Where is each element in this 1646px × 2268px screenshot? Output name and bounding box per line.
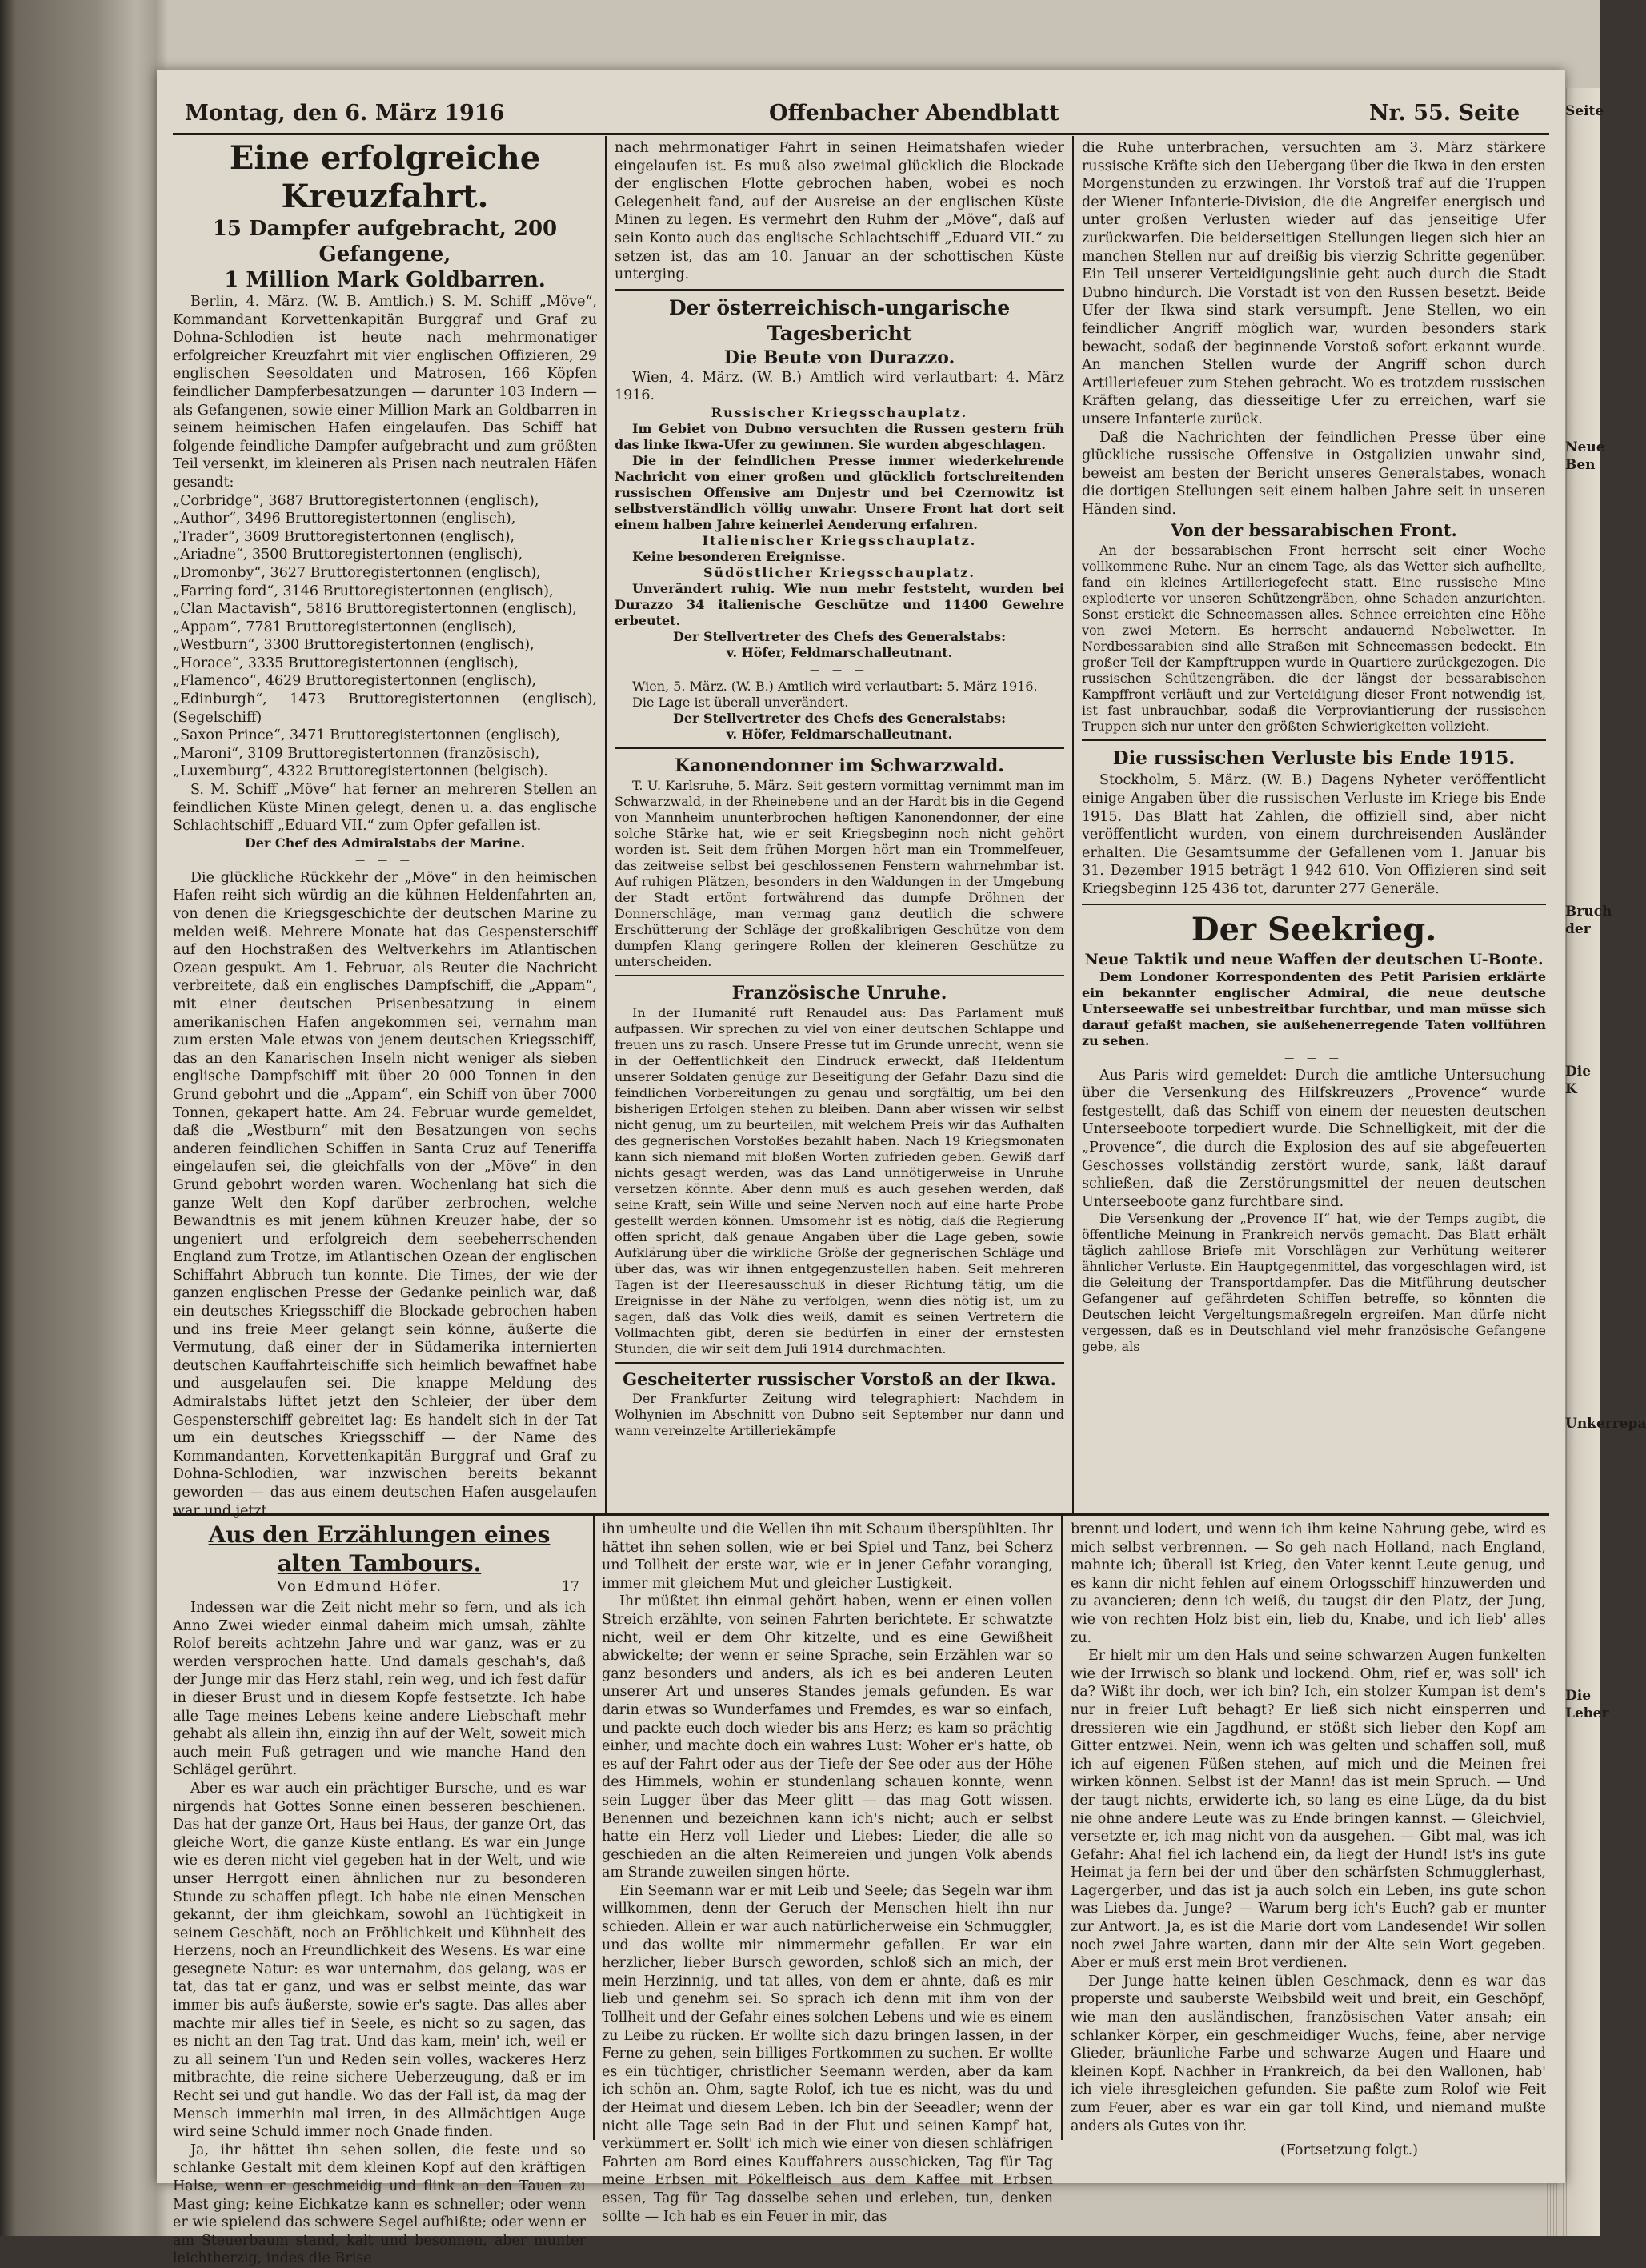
list-item: „Clan Mactavish“, 5816 Bruttoregistertonnen (englisch),: [173, 601, 577, 618]
article-paragraph: nach mehrmonatiger Fahrt in seinen Heimatshafen wieder eingelaufen ist. Es muß also zweimal glücklich die Blockade der englischen Flotte gebrochen haben, wobei es noch Gelegenheit fand, auf der Ausreise an der englischen Küste Minen zu legen. Es vermehrt den Ruhm der „Möve“, daß auf sein Konto auch das englische Schlachtschiff „Eduard VII.“ zu setzen ist, das am 10. Januar an der schottischen Küste unterging.: [615, 140, 1064, 283]
adjacent-page-fragment: Neue Ben: [1565, 439, 1605, 473]
article-subtitle: 15 Dampfer aufgebracht, 200 Gefangene,: [212, 217, 558, 266]
list-item: „Horace“, 3335 Bruttoregistertonnen (englisch),: [173, 655, 519, 671]
list-item: „Luxemburg“, 4322 Bruttoregistertonnen (belgisch).: [173, 763, 548, 780]
header-rule: [173, 133, 1549, 135]
page-header: [185, 101, 1529, 136]
article-paragraph: Die in der feindlichen Presse immer wiederkehrende Nachricht von einer großen und glücklich fortschreitenden russischen Offensive am Dnjestr und bei Czernowitz ist selbstverständlich völlig unwahr. Unsere Front hat dort seit einem halben Jahre keinerlei Aenderung erfahren.: [615, 452, 1064, 532]
article-title: Die russischen Verluste bis Ende 1915.: [1112, 747, 1516, 770]
article-paragraph: Berlin, 4. März. (W. B. Amtlich.) S. M. Schiff „Möve“, Kommandant Korvettenkapitän Burggraf und Graf zu Dohna-Schlodien ist heute nach mehrmonatiger erfolgreicher Kreuzfahrt mit vier englischen Offizieren, 29 englischen Seesoldaten und Matrosen, 166 Köpfen feindlicher Dampferbesatzungen — darunter 103 Indern — als Gefangenen, sowie einer Million Mark an Goldbarren in seinem heimischen Hafen eingelaufen. Das Schiff hat folgende feindliche Dampfer aufgebracht und zum größten Teil versenkt, im kleineren als Prisen nach neutralen Häfen gesandt:: [173, 294, 597, 491]
article-paragraph: Wien, 5. März. (W. B.) Amtlich wird verlautbart: 5. März 1916.: [632, 678, 1038, 694]
article-paragraph: Die glückliche Rückkehr der „Möve“ in den heimischen Hafen reiht sich würdig an die kühnen Heldenfahrten an, von denen die Kriegsgeschichte der deutschen Marine zu melden weiß. Mehrere Monate hat das Gespensterschiff auf den Hochstraßen des Weltverkehrs im Atlantischen Ozean gespukt. Am 1. Februar, als Reuter die Nachricht verbreitete, daß ein englisches Dampfschiff, die „Appam“, mit einer deutschen Prisenbesatzung in einem amerikanischen Hafen angekommen sei, vernahm man zum ersten Male etwas von jenem deutschen Kriegsschiff, das an den Kanarischen Inseln nicht weniger als sieben englische Dampfschiff mit über 20 000 Tonnen in den Grund gebohrt und die „Appam“, ein Schiff von über 7000 Tonnen, gekapert hatte. Am 24. Februar wurde gemeldet, daß die „Westburn“ mit den Besatzungen von sechs anderen feindlichen Schiffen in Santa Cruz auf Teneriffa eingelaufen sei, die gleichfalls von der „Möve“ in den Grund gebohrt worden waren. Wochenlang hat sich die ganze Welt den Kopf darüber zerbrochen, welche Bewandtnis es mit jenem kühnen Kreuzer habe, der so ungeniert und erfolgreich dem seebeherrschenden England zum Trotze, im Atlantischen Ozean der englischen Schiffahrt Abbruch tun konnte. Die Times, der wie der ganzen englischen Presse der Gedanke peinlich war, daß ein deutsches Kriegsschiff die Blockade gebrochen haben und ins freie Meer gelangt sein könne, äußerte die Vermutung, daß einer der in Südamerika internierten deutschen Kauffahrteischiffe sich heimlich bewaffnet habe und ausgelaufen sei. Die knappe Meldung des Admiralstabs lüftet jetzt den Schleier, der über dem Gespensterschiff gebreitet lag: Es handelt sich in der Tat um ein deutsches Kriegsschiff — der Name des Kommandanten, Korvettenkapitän Burggraf und Graf zu Dohna-Schlodien, war inzwischen bereits bekannt geworden — das aus einem deutschen Hafen ausgelaufen war und jetzt: [173, 869, 597, 1519]
article-paragraph: In der Humanité ruft Renaudel aus: Das Parlament muß aufpassen. Wir sprechen zu viel von einer deutschen Schlappe und freuen uns zu rasch. Unsere Presse tut im Grunde unrecht, wenn sie in der Oeffentlichkeit den Eindruck erweckt, daß Heldentum unserer Soldaten genüge zur Beseitigung der Gefahr. Dazu sind die feindlichen Vorbereitungen zu genau und sorgfältig, um bei den bisherigen Erfolgen stehen zu bleiben. Dann aber wissen wir selbst nicht genug, um zu beurteilen, mit welchem Preis wir das Aufhalten des gegnerischen Vorstoßes bezahlt haben. Nach 19 Kriegsmonaten kann sich niemand mit bloßen Worten zufrieden geben. Gewiß darf nichts gesagt werden, was das Land unnötigerweise in Unruhe versetzen könnte. Aber denn muß es auch gesehen werden, daß seine Kraft, sein Wille und seine Nerven noch auf eine harte Probe gestellt werden können. Umsomehr ist es nötig, daß die Regierung offen spricht, daß genaue Angaben über die Lage geben, sowie Aufklärung über die wirkliche Größe der gegnerischen Schläge und über das, was wir ihnen entgegenzustellen haben. Seit mehreren Tagen ist der Heeresausschuß in dieser Richtung tätig, um die Ereignisse in der Nähe zu verfolgen, wenn dies nötig ist, um zu sagen, daß das Volk dies weiß, damit es seinen Vertretern die Vollmachten gibt, deren sie bedürfen in einer der ernstesten Stunden, die wir seit dem Juli 1914 durchmachten.: [615, 1004, 1064, 1356]
section-heading: Südöstlicher Kriegsschauplatz.: [703, 564, 975, 580]
list-item: „Saxon Prince“, 3471 Bruttoregistertonnen (englisch),: [173, 727, 561, 744]
article-paragraph: Indessen war die Zeit nicht mehr so fern, und als ich Anno Zwei wieder einmal daheim mich umsah, zählte Rolof bereits achtzehn Jahre und war ganz, was er zu werden versprochen hatte. Und damals geschah's, daß der Junge mir das Herz stahl, rein weg, und ich fest dafür in dieser Brust und in diesem Kopfe festsetzte. Ich habe alle Tage meines Lebens keine andere Liebschaft mehr gehabt als allein ihn, einzig ihn auf der Welt, soweit mich auch mein Fuß getragen und wie manche Hand den Schlägel gerührt.: [173, 1600, 586, 1779]
article-rule: [1082, 904, 1546, 905]
adjacent-page-fragment: Unkerrepa: [1565, 1416, 1646, 1432]
article-title: Eine erfolgreiche Kreuzfahrt.: [229, 139, 541, 215]
article-subtitle: 1 Million Mark Goldbarren.: [224, 268, 546, 292]
article-paragraph: Der Frankfurter Zeitung wird telegraphiert: Nachdem in Wolhynien im Abschnitt von Dubno seit September nur dann und wann vereinzelte Artilleriekämpfe: [615, 1390, 1064, 1438]
list-item: „Flamenco“, 4629 Bruttoregistertonnen (englisch),: [173, 673, 536, 690]
article-paragraph: Er hielt mir um den Hals und seine schwarzen Augen funkelten wie der Irrwisch so blank und lockend. Ohm, rief er, was soll' ich da? Wißt ihr doch, wer ich bin? Ich, ein stolzer Kumpan ist dem's nur in freier Luft behagt? Er ließ sich nicht einsperren und dressieren wie ein Jagdhund, er stößt sich lieber den Kopf am Gitter entzwei. Nein, wenn ich was gelten und schaffen soll, muß ich auf eigenen Füßen stehen, auf mich und die Meinen frei wirken können. Selbst ist der Mann! das ist mein Spruch. — Und der taugt nichts, erwiderte ich, so lang es eine Lüge, da du bist nie ohne andere Leute was zu Ende bringen kannst. — Gleichviel, versetzte er, ich mag nicht von da ausgehen. — Gibt mal, was ich Gefahr: Aha! fiel ich lachend ein, da liegt der Hund! Ist's ins gute Heimat ja fern bei der und über den schärfsten Schmugglerhast, Lagergerber, und das ist ja auch solch ein Leben, ins gute schon was Liebes da. Junge? — Warum berg ich's Euch? gab er munter zur Antwort. Ja, es ist die Marie dort vom Landesende! Wir sollen noch zwei Jahre warten, dann mir der Alte sein Wort gegeben. Aber er muß erst mein Brot verdienen.: [1071, 1648, 1546, 1972]
list-item: „Author“, 3496 Bruttoregistertonnen (englisch),: [173, 511, 516, 527]
article-rule: [615, 289, 1064, 291]
adjacent-page-fragment: Seite: [1565, 103, 1604, 119]
column-rule: [605, 136, 607, 1513]
serial-title: Aus den Erzählungen eines alten Tambours.: [208, 1521, 551, 1577]
article-paragraph: Die Lage ist überall unverändert.: [632, 694, 849, 710]
serial-column-1: [173, 1521, 586, 2267]
list-item: „Appam“, 7781 Bruttoregistertonnen (englisch),: [173, 619, 517, 635]
newspaper-page: [157, 70, 1646, 2267]
article-rule: [1082, 739, 1546, 741]
adjacent-page-strip: [1567, 88, 1600, 2236]
article-title: Kanonendonner im Schwarzwald.: [675, 755, 1004, 776]
header-paper-name: Offenbacher Abendblatt: [769, 101, 1059, 126]
article-title: Gescheiterter russischer Vorstoß an der Ikwa.: [623, 1368, 1056, 1389]
article-paragraph: Im Gebiet von Dubno versuchten die Russen gestern früh das linke Ikwa-Ufer zu gewinnen. Sie wurden abgeschlagen.: [615, 420, 1064, 452]
signature: v. Höfer, Feldmarschalleutnant.: [726, 726, 953, 742]
article-title: Von der bessarabischen Front.: [1171, 520, 1457, 541]
article-paragraph: Keine besonderen Ereignisse.: [632, 548, 846, 564]
list-item: „Maroni“, 3109 Bruttoregistertonnen (französisch),: [173, 745, 540, 762]
serial-column-3: [1071, 1521, 1546, 2177]
article-paragraph: Die Versenkung der „Provence II“ hat, wie der Temps zugibt, die öffentliche Meinung in Frankreich nervös gemacht. Das Blatt erhält täglich zahllose Briefe mit Vorschlägen zur Verhütung weiterer ähnlicher Verluste. Ein Hauptgegenmittel, das vorgeschlagen wird, ist die Geleitung der Transportdampfer. Das die Mitführung deutscher Gefangener auf gefährdeten Schiffen betreffe, so könnten die Deutschen leicht Vergeltungsmaßregeln ergreifen. Man dürfe nicht vergessen, daß es in Deutschland viel mehr französische Gefangene gebe, als: [1082, 1211, 1546, 1355]
section-heading: Russischer Kriegsschauplatz.: [711, 404, 968, 420]
list-item: „Dromonby“, 3627 Bruttoregistertonnen (englisch),: [173, 564, 541, 581]
article-paragraph: Wien, 4. März. (W. B.) Amtlich wird verlautbart: 4. März 1916.: [615, 369, 1064, 404]
article-rule: [615, 747, 1064, 749]
column-1: [173, 139, 597, 1519]
article-paragraph: Dem Londoner Korrespondenten des Petit Parisien erklärte ein bekannter englischer Admiral, die neue deutsche Unterseewaffe sei unbestreitbar furchtbar, und man müsse sich darauf gefaßt machen, sie außehenerregende Taten vollführen zu sehen.: [1082, 968, 1546, 1048]
header-issue: Nr. 55. Seite: [1369, 101, 1520, 126]
column-rule: [1061, 1516, 1063, 2140]
article-paragraph: Ein Seemann war er mit Leib und Seele; das Segeln war ihm willkommen, denn der Geruch der Menschen hielt ihn nur schieden. Allein er war auch natürlicherweise ein Schmuggler, und das wollte mir nimmermehr gefallen. Er war ein herzlicher, lieber Bursch geworden, schloß sich an mich, der mein Herzinnig, und tat alles, von dem er ahnte, daß es mir lieb und genehm sei. So sprach ich denn mit ihm von der Tollheit und der Gefahr eines solchen Lebens und wie es einem zu Leibe zu rücken. Er wollte sich dazu bringen lassen, in der Ferne zu gehen, sein billiges Fortkommen zu suchen. Er wollte es ein tüchtiger, christlicher Seemann werden, aber da kam ich schön an. Ohm, sagte Rolof, ich tue es nicht, was du und der Heimat und diesem Leben. Ich bin der Seeadler; wenn der nicht alle Tage sein Bad in der Flut und seinen Kampf hat, verkümmert er. Sollt' ich mich wie einer von diesen schläfrigen Fahrten am Bord eines Kauffahrers ausschicken, Tag für Tag meine Erbsen mit Pökelfleisch aus dem Kaffee mit Erbsen essen, Tag für Tag dasselbe sehen und erleben, tun, denken sollte — Ich hab es ein Feuer in mir, das: [602, 1882, 1053, 2225]
section-heading: Italienischer Kriegsschauplatz.: [702, 532, 977, 548]
continuation-note: (Fortsetzung folgt.): [1280, 2142, 1418, 2159]
column-3: [1082, 139, 1546, 1512]
ship-list: [173, 492, 597, 782]
serial-author: Von Edmund Höfer.: [277, 1579, 443, 1595]
list-item: „Westburn“, 3300 Bruttoregistertonnen (englisch),: [173, 637, 535, 654]
article-rule: [615, 975, 1064, 976]
article-paragraph: Der Junge hatte keinen üblen Geschmack, denn es war das properste und sauberste Weibsbild weit und breit, ein Geschöpf, wie man den ausländischen, französischen Vater ansah; ein schlanker Körper, ein geschmeidiger Wuchs, feine, aber nervige Glieder, bräunliche Farbe und schwarze Augen und Haare und kleinen Kopf. Nachher in Frankreich, da bei den Wallonen, hab' ich viele ihresgleichen gefunden. Sie paßte zum Rolof wie Feit zum Feuer, aber es war ein gar toll Kind, und niemand mußte anders als Gutes von ihr.: [1071, 1973, 1546, 2134]
article-subtitle: Neue Taktik und neue Waffen der deutschen U-Boote.: [1084, 950, 1544, 968]
serial-column-2: [602, 1521, 1053, 2225]
serial-number: 17: [561, 1579, 579, 1595]
list-item: „Corbridge“, 3687 Bruttoregistertonnen (englisch),: [173, 492, 539, 509]
signature: v. Höfer, Feldmarschalleutnant.: [726, 644, 953, 660]
separator: — — —: [355, 854, 415, 866]
article-title: Der österreichisch-ungarische Tagesbericht: [668, 295, 1011, 345]
article-title: Der Seekrieg.: [1191, 910, 1437, 948]
separator: — — —: [810, 663, 869, 675]
article-paragraph: Daß die Nachrichten der feindlichen Presse über eine glückliche russische Offensive in Ostgalizien unwahr sind, beweist am besten der Bericht unseres Generalstabes, wonach die dortigen Stellungen seit einem halben Jahre seit in unseren Händen sind.: [1082, 429, 1546, 518]
article-paragraph: Aus Paris wird gemeldet: Durch die amtliche Untersuchung über die Versenkung des Hilfskreuzers „Provence“ wurde festgestellt, daß das Schiff von einem der neuesten deutschen Unterseeboote torpediert wurde. Die Schnelligkeit, mit der die „Provence“, die durch die Explosion des auf sie abgefeuerten Geschosses vollständig zerstört wurde, sank, läßt darauf schließen, daß die Zerstörungsmittel der neuen deutschen Unterseeboote ganz furchtbare sind.: [1082, 1067, 1546, 1210]
header-date: Montag, den 6. März 1916: [185, 101, 505, 126]
list-item: „Edinburgh“, 1473 Bruttoregistertonnen (englisch), (Segelschiff): [173, 691, 597, 726]
signature: Der Stellvertreter des Chefs des Generalstabs:: [672, 710, 1007, 726]
article-paragraph: Unverändert ruhig. Wie nun mehr feststeht, wurden bei Durazzo 34 italienische Geschütze und 11400 Gewehre erbeutet.: [615, 580, 1064, 628]
article-paragraph: die Ruhe unterbrachen, versuchten am 3. März stärkere russische Kräfte sich den Uebergang über die Ikwa in den ersten Morgenstunden zu erzwingen. Ihr Vorstoß traf auf die Truppen der Wiener Infanterie-Division, die die Angreifer energisch und unter großen Verlusten wieder auf das jenseitige Ufer zurückwarfen. Die beiderseitigen Stellungen liegen sich hier an manchen Stellen nur auf dreißig bis vierzig Schritte gegenüber. Ein Teil unserer Verteidigungslinie geht auch durch die Stadt Dubno hindurch. Die Vorstadt ist von den Russen besetzt. Beide Ufer der Ikwa sind stark versumpft. Jene Stellen, wo ein feindlicher Angriff möglich war, wurden besonders stark bewacht, sodaß der beginnende Vorstoß sofort erkannt wurde. An manchen Stellen wurde der Angriff schon durch Artilleriefeuer zum Stehen gebracht. Wo es trotzdem russischen Kräften gelang, das diesseitige Ufer zu erreichen, warf sie unsere Infanterie zurück.: [1082, 140, 1546, 427]
signature: Der Chef des Admiralstabs der Marine.: [244, 835, 526, 851]
article-paragraph: ihn umheulte und die Wellen ihn mit Schaum überspühlten. Ihr hättet ihn sehen sollen, wie er bei Spiel und Tanz, bei Scherz und Tollheit der erste war, wie er in jener Gefahr voranging, immer mit gleichem Mut und gleicher Lustigkeit.: [602, 1521, 1053, 1592]
article-paragraph: S. M. Schiff „Möve“ hat ferner an mehreren Stellen an feindlichen Küste Minen gelegt, denen u. a. das englische Schlachtschiff „Eduard VII.“ zum Opfer gefallen ist.: [173, 782, 597, 835]
article-paragraph: T. U. Karlsruhe, 5. März. Seit gestern vormittag vernimmt man im Schwarzwald, in der Rheinebene und an der Hardt bis in die Gegend von Mannheim ununterbrochen heftigen Kanonendonner, der eine solche Stärke hat, wie er seit Kriegsbeginn noch nicht gehört worden ist. Seit dem frühen Morgen hört man ein Trommelfeuer, das zeitweise selbst bei geschlossenen Fenstern wahrnehmbar ist. Auf ruhigen Plätzen, besonders in den Waldungen in der Umgebung der Stadt ertönt fortwährend das dumpfe Dröhnen der Donnerschläge, man vermag ganz deutlich die schwere Erschütterung der Schläge der großkalibrigen Geschütze von dem dumpfen Klang geringere Rollen der kleineren Geschütze zu unterscheiden.: [615, 777, 1064, 969]
adjacent-page-fragment: Bruch der: [1565, 904, 1612, 937]
column-2: [615, 139, 1064, 1512]
separator: — — —: [1284, 1052, 1344, 1064]
list-item: „Farring ford“, 3146 Bruttoregistertonnen (englisch),: [173, 583, 554, 599]
list-item: „Ariadne“, 3500 Bruttoregistertonnen (englisch),: [173, 547, 523, 563]
article-paragraph: Ihr müßtet ihn einmal gehört haben, wenn er einen vollen Streich erzählte, von seinen Fahrten berichtete. Er schwatzte nicht, weil er dem Ohr kitzelte, und es eine Gewißheit abwickelte; der wenn er seine Sprache, sein Erzählen war so ganz besonders und anders, als ich es bei anderen Leuten unserer Art und unseres Standes jemals gefunden. Es war darin etwas so Wunderfames und Fremdes, es war so einfach, und packte euch doch wieder bis ans Herz; es kam so prächtig einher, und machte doch ein wahres Lust: Woher er's hatte, ob es auf der Fahrt oder aus der Tiefe der See oder aus der Höhe des Himmels, wohin er stundenlang schauen konnte, wenn sein Lugger über das Meer glitt — das mag Gott wissen. Benennen und bezeichnen kann ich's nicht; auch er selbst hatte ein Herz voll Lieder und Liebes: Lieder, die alle so geschieden an die alten Reimereien und jungen Volk abends am Strande zuweilen singen hörte.: [602, 1593, 1053, 1881]
signature: Der Stellvertreter des Chefs des Generalstabs:: [672, 628, 1007, 644]
adjacent-page-fragment: Die K: [1565, 1064, 1592, 1097]
article-paragraph: An der bessarabischen Front herrscht seit einer Woche vollkommene Ruhe. Nur an einem Tage, als das Wetter sich aufhellte, fand ein kleines Artilleriegefecht statt. Eine russische Mine explodierte vor unseren Schützengräben, ohne Schaden anzurichten. Sonst erstickt die Schneemassen alles. Schnee erreichten eine Höhe von zwei Metern. Es herrscht andauernd Nebelwetter. In Nordbessarabien sind alle Straßen mit Schneemassen bedeckt. Ein großer Teil der Kampftruppen wurde in Quartiere zurückgezogen. Die russischen Schützengräben, die der längst der bessarabischen Kampffront verläuft und zur Verteidigung dieser Front notwendig ist, ist fast unbrauchbar, sodaß die Verproviantierung der russischen Truppen sich nur unter den größten Schwierigkeiten vollzieht.: [1082, 543, 1546, 735]
article-rule: [615, 1362, 1064, 1364]
article-paragraph: Aber es war auch ein prächtiger Bursche, und es war nirgends hat Gottes Sonne einen besseren beschienen. Das hat der ganze Ort, Haus bei Haus, der ganze Ort, das gleiche Wort, die ganze Küste entlang. Es war ein Junge wie es deren nicht viel gegeben hat in der Welt, und wie unser Herrgott einen ähnlichen nur zu besonderen Stunde zu schaffen pflegt. Ich habe nie einen Menschen gekannt, der ihm gleichkam, sowohl an Tüchtigkeit in seinem Geschäft, noch an Fröhlichkeit und Kühnheit des Herzens, noch an Freundlichkeit des Wesens. Es war eine gesegnete Natur: es war unternahm, das gelang, was er tat, das tat er ganz, und was er selbst meinte, das war immer bis aufs äußerste, sowie er's sagte. Das alles aber machte mir alles tief in Seele, es nicht so zu sagen, das es nicht an den Tag trat. Und das kam, mein' ich, weil er zu all seinem Tun und Reden sein volles, wackeres Herz mitbrachte, die reine sichere Ueberzeugung, daß er im Recht sei und gut handle. Wo das der Fall ist, da mag der Mensch immerhin mal irren, in des Allmächtigen Auge wird seine Schuld immer noch Gnade finden.: [173, 1780, 586, 2141]
article-paragraph: Stockholm, 5. März. (W. B.) Dagens Nyheter veröffentlicht einige Angaben über die russischen Verluste im Kriege bis Ende 1915. Das Blatt hat Zahlen, die offiziell sind, aber nicht veröffentlicht wurden, von einem durchreisenden Ausländer erhalten. Die Gesamtsumme der Gefallenen vom 1. Januar bis 31. Dezember 1915 beträgt 1 942 610. Von Offizieren sind seit Kriegsbeginn 125 436 tot, darunter 277 Generäle.: [1082, 772, 1546, 898]
serial-byline: [173, 1578, 586, 1599]
article-subtitle: Die Beute von Durazzo.: [723, 347, 955, 368]
article-paragraph: brennt und lodert, und wenn ich ihm keine Nahrung gebe, wird es mich selbst verbrennen. — So geh nach Holland, nach England, mahnte ich; überall ist Krieg, den Vater kennt Leute genug, und es kann dir nicht fehlen auf einem Orlogsschiff hinzuwerden und zu avancieren; denn ich weiß, du taugst dir den Platz, der Jung, wie von rechten Holz bist ein, lieb du, Knabe, und ich lieb' alles zu.: [1071, 1521, 1546, 1646]
adjacent-page-fragment: Die Leber: [1565, 1688, 1609, 1721]
article-paragraph: Ja, ihr hättet ihn sehen sollen, die feste und so schlanke Gestalt mit dem kleinen Kopf auf den kräftigen Halse, wenn er geschmeidig und flink an den Tauen zu Mast ging; keine Eichkatze kann es schneller; oder wenn er wie spielend das schwere Segel aufhißte; oder wenn er am Steuerbaum stand, kalt und besonnen, aber munter leichtherzig, indes die Brise: [173, 2142, 586, 2267]
column-rule: [1072, 136, 1074, 1513]
article-title: Französische Unruhe.: [731, 982, 947, 1004]
list-item: „Trader“, 3609 Bruttoregistertonnen (englisch),: [173, 528, 515, 545]
column-rule: [593, 1516, 595, 2140]
